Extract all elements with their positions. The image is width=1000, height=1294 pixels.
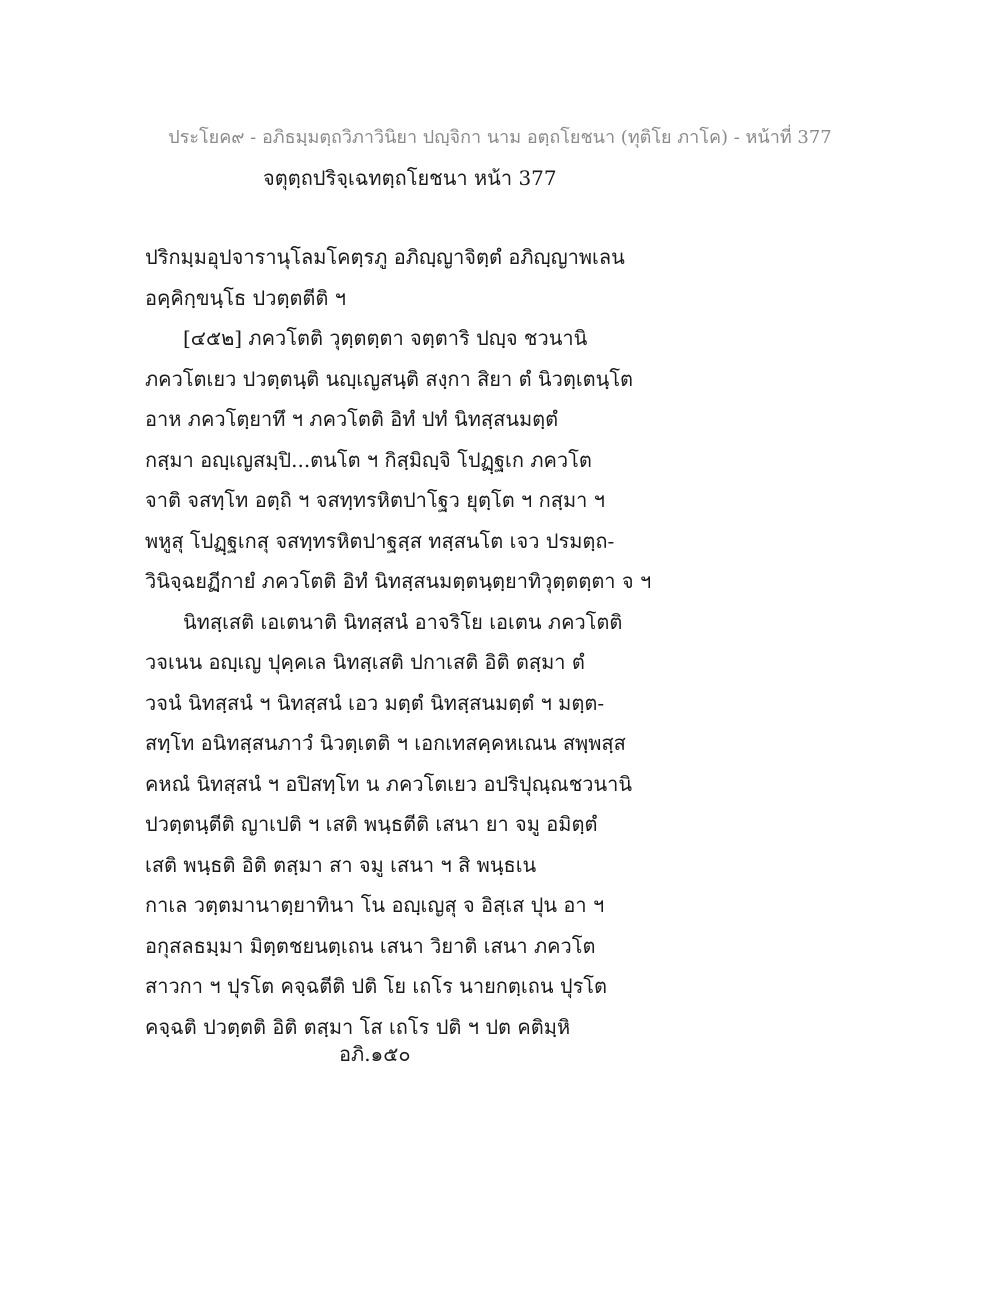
text-line: วจเนน อญฺเญ ปุคฺคเล นิทสฺเสติ ปกาเสติ อิติ ตสฺมา ตํ — [145, 650, 585, 674]
body-text — [145, 237, 865, 1047]
text-line: ภควโตเยว ปวตฺตนฺติ นญฺเญสนฺติ สงฺกา สิยา ตํ นิวตฺเตนฺโต — [145, 366, 634, 391]
text-line: สทฺโท อนิทสฺสนภาวํ นิวตฺเตติ ฯ เอกเทสคฺคหเณน สพฺพสฺส — [145, 731, 626, 755]
text-line: พหูสุ โปฏฺฐเกสุ จสทฺทรหิตปาฐสฺส ทสฺสนโต เจว ปรมตฺถ- — [145, 528, 615, 553]
text-line: วินิจฺฉยฏีกายํ ภควโตติ อิทํ นิทสฺสนมตฺตนฺตฺยาทิวุตฺตตฺตา จ ฯ — [145, 569, 652, 593]
text-line: อคฺคิกฺขนฺโธ ปวตฺตตีติ ฯ — [145, 285, 346, 310]
section-heading: จตุตฺถปริจฺเฉทตฺถโยชนา หน้า 377 — [263, 166, 557, 190]
paragraph-start-line: นิทสฺเสติ เอเตนาติ นิทสฺสนํ อาจริโย เอเตน ภควโตติ — [183, 609, 623, 634]
text-line: ปวตฺตนฺตีติ ญาเปติ ฯ เสติ พนฺธตีติ เสนา ยา จมู อมิตฺตํ — [145, 812, 598, 836]
text-line: เสติ พนฺธติ อิติ ตสฺมา สา จมู เสนา ฯ สิ พนฺธเน — [145, 852, 537, 877]
text-line: วจนํ นิทสฺสนํ ฯ นิทสฺสนํ เอว มตฺตํ นิทสฺสนมตฺตํ ฯ มตฺต- — [145, 690, 605, 715]
text-line: คหณํ นิทสฺสนํ ฯ อปิสทฺโท น ภควโตเยว อปริปุณฺณชวนานิ — [145, 771, 633, 796]
text-line: คจฺฉติ ปวตฺตติ อิติ ตสฺมา โส เถโร ปติ ฯ ปต คติมฺหิ — [145, 1014, 571, 1039]
text-line: อกุสลธมฺมา มิตฺตชยนตฺเถน เสนา วิยาติ เสนา ภควโต — [145, 933, 596, 958]
text-line: กสฺมา อญฺเญสมฺปิ...ตนโต ฯ กิสฺมิญฺจิ โปฏฺฐเก ภควโต — [145, 447, 592, 472]
text-line: ปริกมฺมอุปจารานุโลมโคตฺรภู อภิญฺญาจิตฺตํ อภิญฺญาพเลน — [145, 245, 625, 269]
text-line: อาห ภควโตฺยาทึ ฯ ภควโตติ อิทํ ปทํ นิทสฺสนมตฺตํ — [145, 407, 559, 431]
text-line: จาติ จสทฺโท อตฺถิ ฯ จสทฺทรหิตปาโฐว ยุตฺโต ฯ กสฺมา ฯ — [145, 488, 605, 512]
text-line: สาวกา ฯ ปุรโต คจฺฉตีติ ปติ โย เถโร นายกตฺเถน ปุรโต — [145, 974, 608, 998]
running-header: ประโยค๙ - อภิธมฺมตฺถวิภาวินิยา ปญฺจิกา นาม อตฺถโยชนา (ทุติโย ภาโค) - หน้าที่ 377 — [168, 127, 832, 148]
text-line: กาเล วตฺตมานาตฺยาทินา โน อญฺเญสุ จ อิสฺเส ปุน อา ฯ — [145, 893, 605, 917]
page-footer-code: อภิ.๑๕๐ — [339, 1042, 411, 1066]
paragraph-start-line: [๔๕๒] ภควโตติ วุตฺตตฺตา จตฺตาริ ปญฺจ ชวนานิ — [183, 326, 588, 350]
